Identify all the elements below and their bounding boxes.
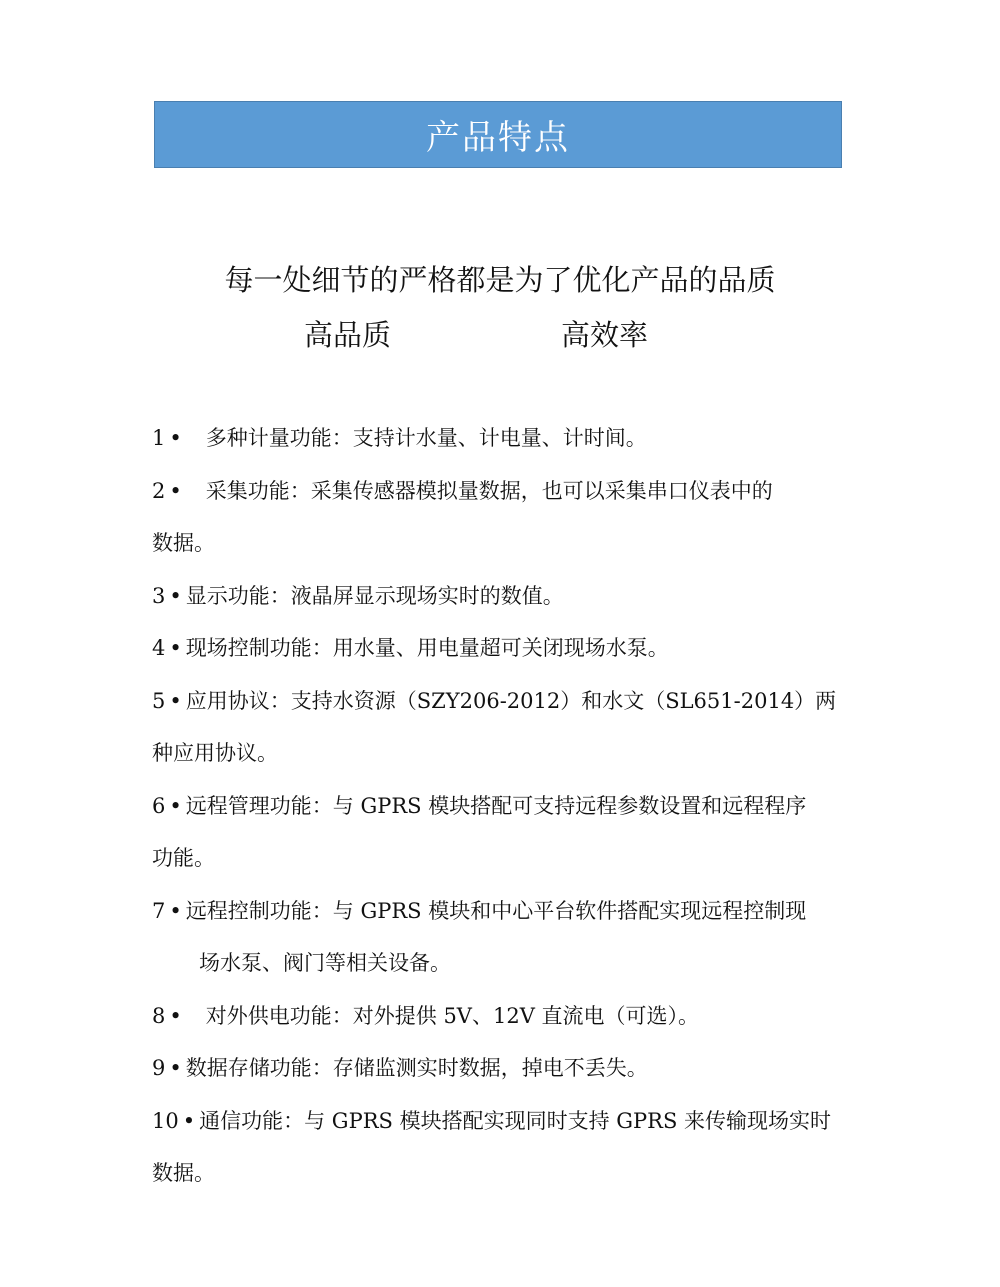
feature-text: 对外供电功能：对外提供 5V、12V 直流电（可选）。: [205, 1003, 700, 1028]
feature-text-continued: 数据。: [152, 531, 215, 555]
feature-number: 9: [152, 1056, 166, 1080]
bullet-icon: •: [169, 688, 182, 713]
feature-text: 显示功能：液晶屏显示现场实时的数值。: [185, 583, 564, 608]
bullet-icon: •: [169, 793, 182, 818]
bullet-icon: •: [169, 636, 182, 660]
feature-number: 5: [152, 688, 166, 713]
slogan-main: 每一处细节的严格都是为了优化产品的品质: [224, 263, 776, 297]
feature-text: 通信功能：与 GPRS 模块搭配实现同时支持 GPRS 来传输现场实时: [199, 1108, 832, 1133]
feature-number: 10: [152, 1108, 179, 1133]
feature-text-continued: 场水泵、阀门等相关设备。: [199, 951, 451, 975]
feature-number: 1: [152, 426, 166, 450]
feature-text-continued: 功能。: [152, 846, 215, 870]
feature-text: 现场控制功能：用水量、用电量超可关闭现场水泵。: [185, 636, 669, 660]
bullet-icon: •: [182, 1108, 196, 1133]
feature-text: 多种计量功能：支持计水量、计电量、计时间。: [205, 426, 647, 450]
bullet-icon: •: [169, 426, 182, 450]
feature-item: [152, 465, 852, 570]
feature-item: [152, 412, 852, 465]
feature-number: 4: [152, 636, 166, 660]
feature-item: [152, 675, 852, 780]
bullet-icon: •: [169, 478, 182, 503]
feature-item: [152, 780, 852, 885]
feature-number: 8: [152, 1003, 166, 1028]
bullet-icon: •: [169, 898, 182, 923]
feature-item: [152, 1042, 852, 1095]
bullet-icon: •: [169, 1056, 182, 1080]
page-title: 产品特点: [426, 118, 570, 158]
bullet-icon: •: [169, 1003, 182, 1028]
feature-text-continued: 数据。: [152, 1161, 215, 1185]
slogan-high-quality: 高品质: [304, 318, 392, 352]
feature-number: 3: [152, 583, 166, 608]
feature-list: [152, 412, 852, 1200]
feature-item: [152, 990, 852, 1043]
title-banner: [154, 101, 842, 168]
feature-text-continued: 种应用协议。: [152, 741, 278, 765]
feature-item: [152, 1095, 852, 1200]
feature-text: 远程管理功能：与 GPRS 模块搭配可支持远程参数设置和远程程序: [185, 793, 807, 818]
feature-number: 2: [152, 478, 166, 503]
bullet-icon: •: [169, 583, 182, 608]
feature-text: 采集功能：采集传感器模拟量数据，也可以采集串口仪表中的: [205, 478, 773, 503]
feature-item: [152, 570, 852, 623]
slogan-high-efficiency: 高效率: [561, 318, 649, 352]
feature-number: 6: [152, 793, 166, 818]
feature-text: 数据存储功能：存储监测实时数据，掉电不丢失。: [185, 1056, 648, 1080]
feature-text: 应用协议：支持水资源（SZY206-2012）和水文（SL651-2014）两: [185, 688, 837, 713]
feature-item: [152, 885, 852, 990]
feature-number: 7: [152, 898, 166, 923]
feature-text: 远程控制功能：与 GPRS 模块和中心平台软件搭配实现远程控制现: [185, 898, 807, 923]
feature-item: [152, 622, 852, 675]
